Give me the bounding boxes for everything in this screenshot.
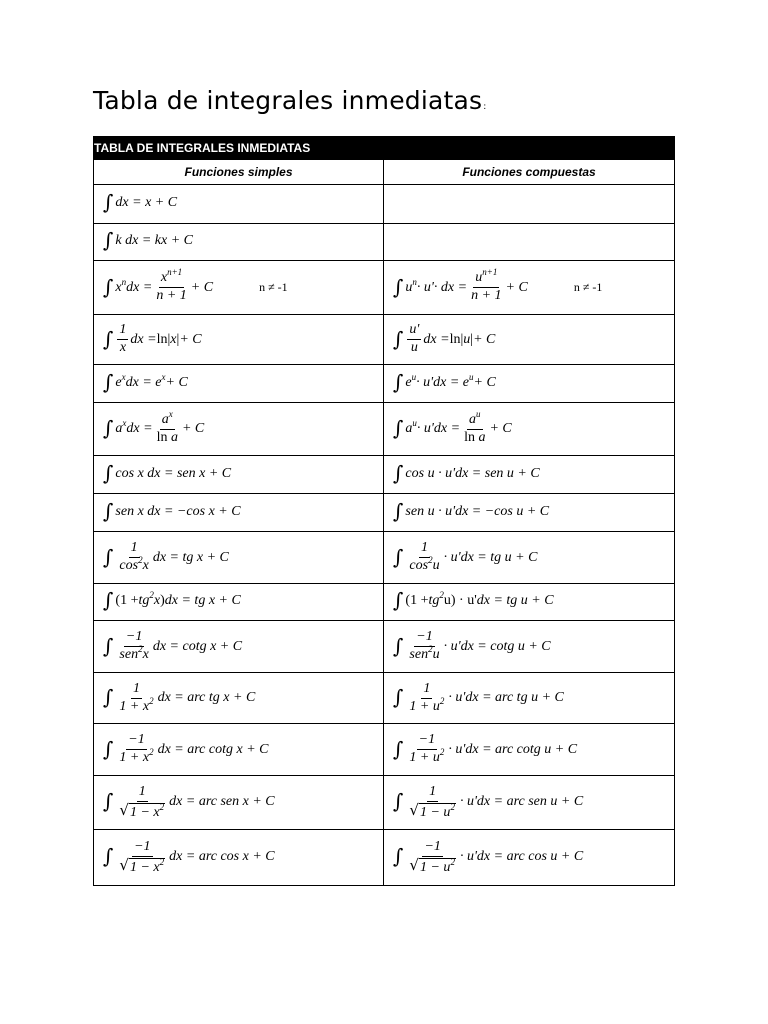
condition-note: n ≠ -1 bbox=[259, 280, 288, 294]
formula-compound: ∫ sen u · u'dx = −cos u + C bbox=[384, 494, 675, 532]
formula-simple: ∫ $\frac{1}{x}$ dx = ln | x | + C bbox=[94, 315, 384, 365]
table-row bbox=[94, 621, 675, 673]
table-row bbox=[94, 456, 675, 494]
formula-simple: ∫ sen x dx = −cos x + C bbox=[94, 494, 384, 532]
formula-compound: ∫ 1 √ $1 - u^2$ · u'dx = arc sen u + C bbox=[384, 776, 675, 830]
formula-simple: ∫ $\frac{1}{1 + x^2}$ dx = arc tg x + C bbox=[94, 673, 384, 724]
table-row bbox=[94, 673, 675, 724]
table-title: TABLA DE INTEGRALES INMEDIATAS bbox=[94, 137, 675, 160]
formula-compound: ∫ $\frac{-1}{1 + u^2}$ · u'dx = arc cotg u + C bbox=[384, 724, 675, 776]
formula-compound: ∫ cos u · u'dx = sen u + C bbox=[384, 456, 675, 494]
table-row bbox=[94, 776, 675, 830]
table-row bbox=[94, 584, 675, 621]
formula-simple: ∫ dx = x + C bbox=[94, 185, 384, 224]
formula-simple: ∫ −1 √ $1 - x^2$ dx = arc cos x + C bbox=[94, 830, 384, 886]
header-compound: Funciones compuestas bbox=[384, 160, 675, 185]
formula-simple: ∫ $\frac{-1}{1 + x^2}$ dx = arc cotg x + C bbox=[94, 724, 384, 776]
table-row bbox=[94, 494, 675, 532]
table-row bbox=[94, 224, 675, 261]
integrals-table bbox=[93, 136, 675, 886]
formula-simple: ∫ x n dx = $\frac{x^{n+1}}{n + 1}$ + C n ≠ -1 bbox=[94, 261, 384, 315]
header-simple: Funciones simples bbox=[94, 160, 384, 185]
formula-compound: ∫ $\frac{1}{\cos^2u}$ · u'dx = tg u + C bbox=[384, 532, 675, 584]
formula-compound: ∫ $\frac{1}{1 + u^2}$ · u'dx = arc tg u + C bbox=[384, 673, 675, 724]
formula-simple: ∫ (1 + tg 2 x ) dx = tg x + C bbox=[94, 584, 384, 621]
formula-compound: ∫ $\frac{-1}{sen^2u}$ · u'dx = cotg u + C bbox=[384, 621, 675, 673]
table-row bbox=[94, 403, 675, 456]
formula-simple: ∫ $\frac{-1}{sen^2x}$ dx = cotg x + C bbox=[94, 621, 384, 673]
table-row bbox=[94, 185, 675, 224]
formula-compound: ∫ $\frac{u'}{u}$ dx = ln | u | + C bbox=[384, 315, 675, 365]
formula-compound: ∫ e u · u'dx = e u + C bbox=[384, 365, 675, 403]
formula-compound: ∫ u n · u'· dx = $\frac{u^{n+1}}{n + 1}$ + C n ≠ -1 bbox=[384, 261, 675, 315]
formula-compound: ∫ −1 √ $1 - u^2$ · u'dx = arc cos u + C bbox=[384, 830, 675, 886]
formula-simple: ∫ k dx = kx + C bbox=[94, 224, 384, 261]
table-row bbox=[94, 315, 675, 365]
table-row bbox=[94, 365, 675, 403]
formula-compound bbox=[384, 224, 675, 261]
formula-simple: ∫ 1 √ $1 - x^2$ dx = arc sen x + C bbox=[94, 776, 384, 830]
formula-compound bbox=[384, 185, 675, 224]
formula-compound: ∫ a u · u'dx = $\frac{a^u}{\text{ln a}}$ + C bbox=[384, 403, 675, 456]
table-row bbox=[94, 532, 675, 584]
table-row bbox=[94, 724, 675, 776]
page-title: Tabla de integrales inmediatas: bbox=[93, 86, 487, 115]
formula-simple: ∫ cos x dx = sen x + C bbox=[94, 456, 384, 494]
formula-simple: ∫ a x dx = $\frac{a^x}{\text{ln a}}$ + C bbox=[94, 403, 384, 456]
table-row bbox=[94, 261, 675, 315]
page-title-colon: : bbox=[483, 102, 487, 112]
formula-simple: ∫ $\frac{1}{\cos^2x}$ dx = tg x + C bbox=[94, 532, 384, 584]
table-row bbox=[94, 830, 675, 886]
condition-note: n ≠ -1 bbox=[573, 280, 603, 294]
formula-compound: ∫ (1 + tg 2 u) · u' dx = tg u + C bbox=[384, 584, 675, 621]
formula-simple: ∫ e x dx = e x + C bbox=[94, 365, 384, 403]
